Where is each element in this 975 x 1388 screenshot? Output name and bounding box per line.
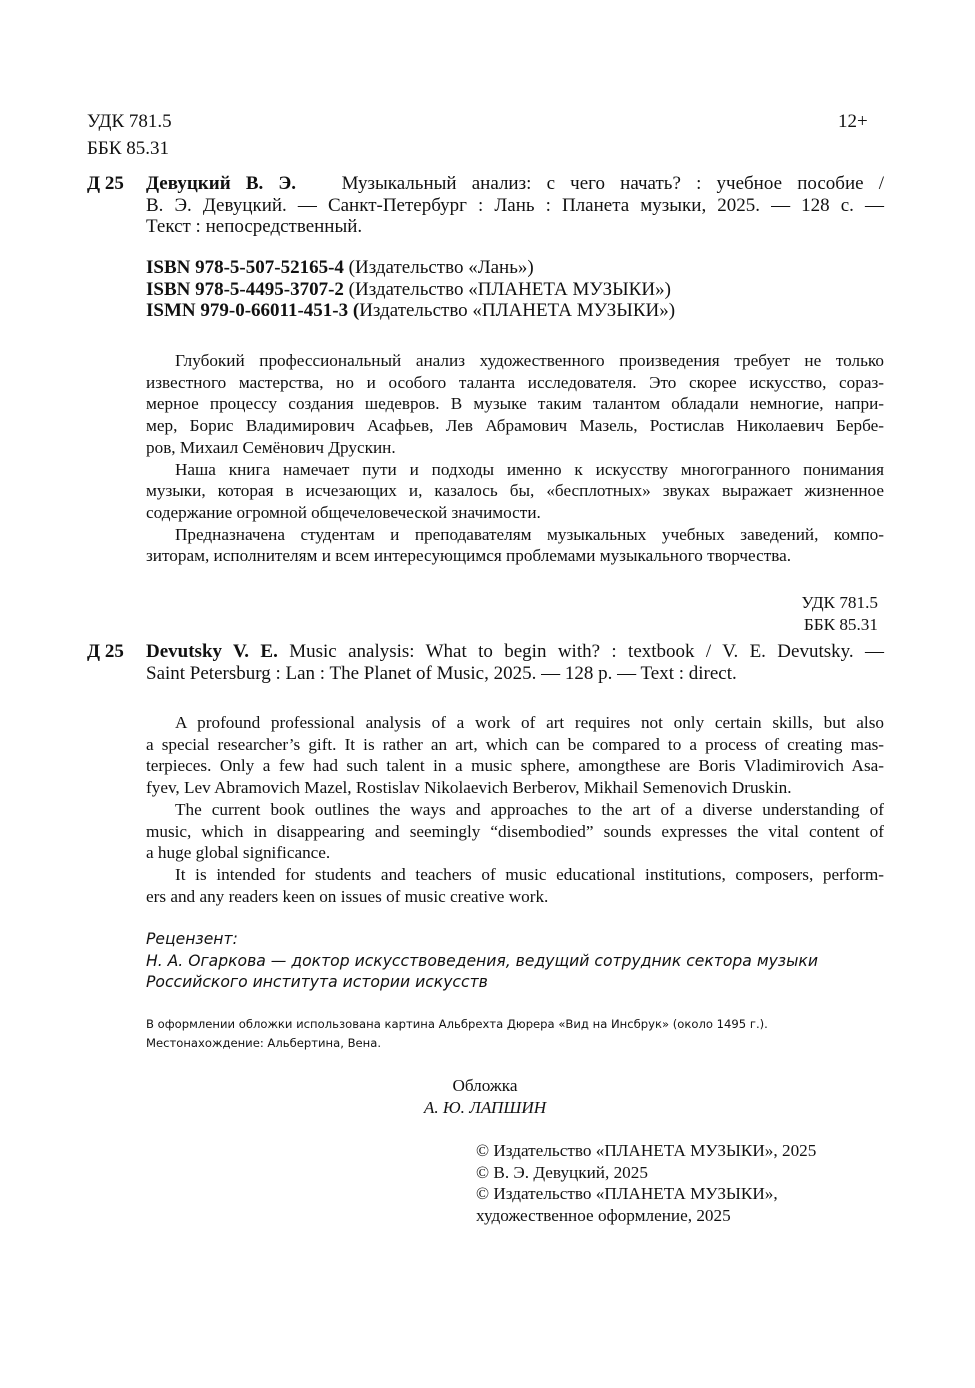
ru-abstract-line: Наша книга намечает пути и подходы именно к искусству многогранного понимания [175,459,884,479]
ru-abstract-line: известного мастерства, но и особого таланта исследователя. Это скорее искусство, сораз- [146,372,884,392]
reviewer-line-2: Российского института истории искусств [146,973,488,992]
en-abstract-line: ers and any readers keen on issues of music creative work. [146,886,549,906]
isbn-row [146,257,675,279]
cover-credit-label: Обложка [452,1076,518,1095]
ru-entry-line-1 [146,173,884,195]
ru-abstract [146,350,884,567]
ru-abstract-line: содержание огромной общечеловеческой значимости. [146,502,541,522]
isbn-publisher: (Издательство «ПЛАНЕТА МУЗЫКИ») [343,278,671,300]
ru-abstract-line: музыки, которая в исчезающих и, казалось бы, «бесплотных» звуках выражает жизненное [146,481,884,501]
en-entry-title: Music analysis: What to begin with? : textbook / V. E. Devutsky. — [289,641,885,662]
en-abstract-line: It is intended for students and teachers of music educational institutions, composers, perform- [175,864,884,884]
cover-credit [385,1075,585,1118]
cover-note-line-1: В оформлении обложки использована картина Альбрехта Дюрера «Вид на Инсбрук» (около 1495 г.). [146,1017,768,1031]
ru-abstract-line: зиторам, исполнителям и всем интересующимся проблемами музыкального творчества. [146,546,792,566]
copyright-line: © Издательство «ПЛАНЕТА МУЗЫКИ», [476,1184,778,1204]
reviewer-label: Рецензент: [146,930,238,948]
ru-abstract-line: Глубокий профессиональный анализ художественного произведения требует не только [175,351,884,370]
ru-abstract-line: ров, Михаил Семёнович Друскин. [146,437,396,457]
ru-bibliographic-entry [146,173,884,238]
en-abstract-line: terpieces. Only a few had such talent in a music sphere, amongthese are Boris Vladimirovich Asa- [146,756,884,776]
copyright-block [476,1140,816,1227]
ru-entry-author: Девуцкий В. Э. [146,173,297,194]
cover-note [146,1015,768,1053]
cover-credit-name: А. Ю. ЛАПШИН [423,1097,547,1117]
en-entry-author: Devutsky V. E. [146,641,278,662]
en-header-udk: УДК 781.5 [801,593,878,612]
ru-abstract-line: мер, Борис Владимирович Асафьев, Лев Абрамович Мазель, Ростислав Николаевич Бербе- [146,416,884,436]
en-abstract-line: The current book outlines the ways and approaches to the art of a diverse understanding of [175,799,884,819]
reviewer-line-1: Н. А. Огаркова — доктор искусствоведения, ведущий сотрудник сектора музыки [146,951,818,970]
ismn-publisher: Издательство «ПЛАНЕТА МУЗЫКИ») [359,300,676,322]
header-bbk: ББК 85.31 [87,138,169,159]
en-header-codes [700,592,878,635]
copyright-line: © В. Э. Девуцкий, 2025 [476,1162,648,1182]
copyright-line: © Издательство «ПЛАНЕТА МУЗЫКИ», 2025 [476,1141,817,1160]
isbn-row [146,279,675,301]
en-abstract-line: music, which in disappearing and seemingly “disembodied” sounds expresses the vital content of [146,821,884,841]
ru-abstract-line: мерное процессу создания шедевров. В музыке таким талантом обладали немногие, напри- [146,394,884,414]
ismn-row [146,300,675,322]
isbn-publisher: (Издательство «Лань») [343,257,534,278]
en-entry-line-1 [146,641,884,663]
isbn-code: ISBN 978-5-507-52165-4 [146,257,344,278]
ru-entry-code: Д 25 [87,173,124,194]
age-rating: 12+ [838,111,868,132]
reviewer-block [146,929,818,994]
en-abstract-line: A profound professional analysis of a work of art requires not only certain skills, but also [175,713,884,732]
en-entry-code: Д 25 [87,641,124,662]
en-abstract-line: fyev, Lev Abramovich Mazel, Rostislav Nikolaevich Berberov, Mikhail Semenovich Druskin. [146,778,792,798]
isbn-block [146,257,675,322]
copyright-line: художественное оформление, 2025 [476,1206,731,1226]
en-abstract-line: a huge global significance. [146,843,331,863]
ru-entry-line-2: В. Э. Девуцкий. — Санкт-Петербург : Лань : Планета музыки, 2025. — 128 с. — [146,194,884,216]
cover-note-line-2: Местонахождение: Альбертина, Вена. [146,1036,382,1050]
en-header-bbk: ББК 85.31 [803,614,878,634]
ismn-code: ISMN 979-0-66011-451-3 ( [146,300,360,322]
isbn-code: ISBN 978-5-4495-3707-2 [146,278,344,300]
en-abstract [146,712,884,907]
en-entry-line-2: Saint Petersburg : Lan : The Planet of Music, 2025. — 128 p. — Text : direct. [146,662,737,684]
ru-entry-title: Музыкальный анализ: с чего начать? : учебное пособие / [341,173,884,194]
header-udk: УДК 781.5 [87,111,172,132]
en-bibliographic-entry [146,641,884,684]
en-abstract-line: a special researcher’s gift. It is rather an art, which can be compared to a process of creating mas- [146,734,884,754]
ru-entry-line-3: Текст : непосредственный. [146,216,363,238]
ru-abstract-line: Предназначена студентам и преподавателям музыкальных учебных заведений, компо- [175,524,884,544]
